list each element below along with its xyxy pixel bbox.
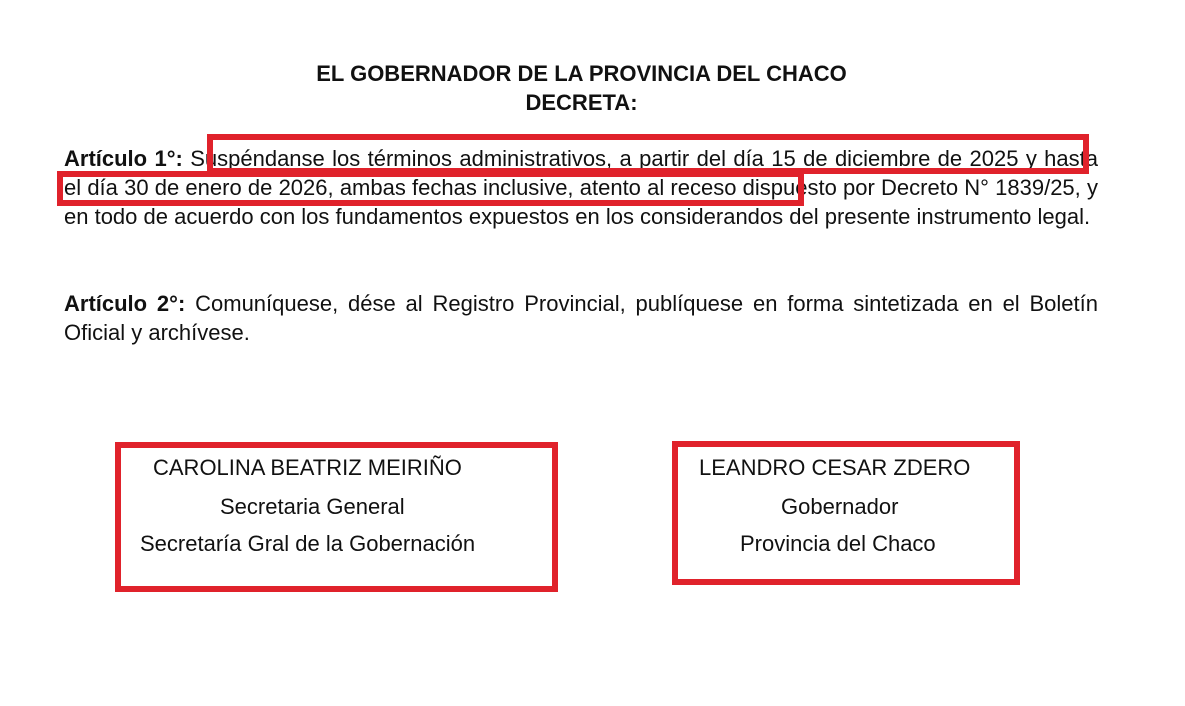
signature-1-role: Secretaria General <box>220 494 405 519</box>
signature-2-role: Gobernador <box>781 494 899 519</box>
article-2-label: Artículo 2°: <box>64 291 186 316</box>
highlight-box-line-2 <box>57 171 804 206</box>
article-2-text: Comuníquese, dése al Registro Provincial, publíquese en forma sintetizada en el Boletín Oficial y archívese. <box>64 291 1099 345</box>
signature-1-name: CAROLINA BEATRIZ MEIRIÑO <box>153 455 462 480</box>
decree-header-title: EL GOBERNADOR DE LA PROVINCIA DEL CHACO <box>316 61 847 86</box>
article-1-rest-text: atento al receso dispuesto por Decreto N° 1839/25, y en todo de acuerdo con los fundamentos expuestos en los considerandos del presente instrumento legal. <box>64 175 1098 229</box>
signature-1-org: Secretaría Gral de la Gobernación <box>140 531 476 556</box>
decree-header-decreta: DECRETA: <box>525 90 638 115</box>
signature-2-name: LEANDRO CESAR ZDERO <box>699 455 971 480</box>
signature-2-org: Provincia del Chaco <box>740 531 936 556</box>
article-1-highlighted-text: Suspéndanse los términos administrativos, a partir del día 15 de diciembre de 2025 y hasta el día 30 de enero de 2026, ambas fechas inclusive, <box>64 146 1098 200</box>
highlight-box-line-1 <box>207 134 1089 174</box>
article-1-label: Artículo 1°: <box>64 146 183 171</box>
article-2 <box>64 289 1098 347</box>
